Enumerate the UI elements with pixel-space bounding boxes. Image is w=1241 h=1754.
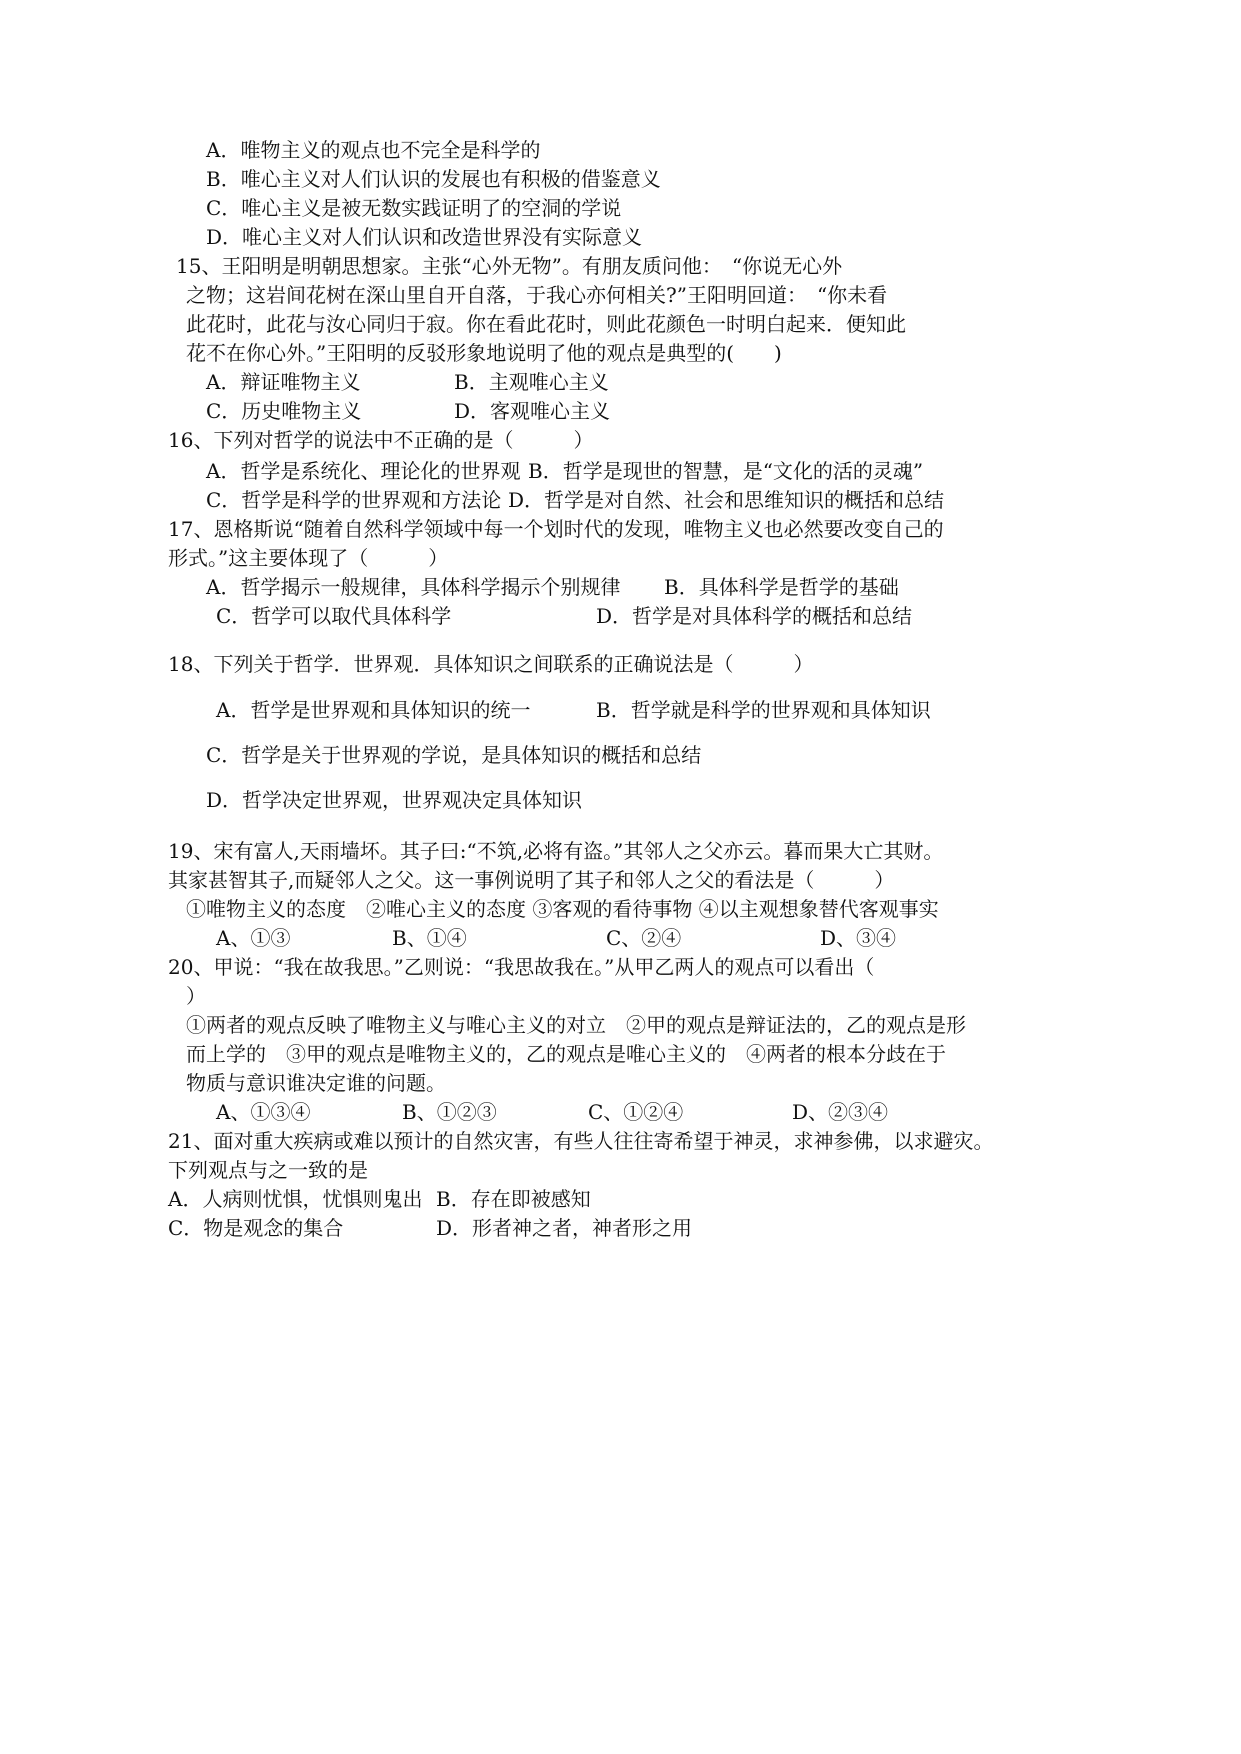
- q16-option-c: C．哲学是科学的世界观和方法论: [206, 488, 502, 512]
- q20-option-b: B、①②③: [402, 1100, 497, 1124]
- q20-stem-line-2: ）: [186, 984, 206, 1008]
- q15-stem-line-2: 之物；这岩间花树在深山里自开自落，于我心亦何相关?”王阳明回道： “你未看: [186, 283, 888, 307]
- q18-option-a: A．哲学是世界观和具体知识的统一: [216, 698, 531, 722]
- q21-stem-line-1: 21、面对重大疾病或难以预计的自然灾害，有些人往往寄希望于神灵，求神参佛，以求避灾。: [168, 1129, 994, 1153]
- q16-stem: 16、下列对哲学的说法中不正确的是（ ）: [168, 428, 594, 452]
- q15-option-a: A．辩证唯物主义: [206, 370, 361, 394]
- q19-option-a: A、①③: [216, 926, 291, 950]
- q16-option-a: A．哲学是系统化、理论化的世界观: [206, 459, 521, 483]
- q20-stem-line-1: 20、甲说：“我在故我思。”乙则说：“我思故我在。”从甲乙两人的观点可以看出（: [168, 955, 875, 979]
- q19-statements: ①唯物主义的态度 ②唯心主义的态度 ③客观的看待事物 ④以主观想象替代客观事实: [186, 897, 939, 921]
- q15-stem-line-3: 此花时，此花与汝心同归于寂。你在看此花时，则此花颜色一时明白起来．便知此: [186, 312, 906, 336]
- q19-option-c: C、②④: [606, 926, 682, 950]
- q18-option-d: D．哲学决定世界观，世界观决定具体知识: [206, 788, 583, 812]
- q21-option-b: B．存在即被感知: [436, 1187, 591, 1211]
- q17-option-c: C．哲学可以取代具体科学: [216, 604, 452, 628]
- q17-stem-line-1: 17、恩格斯说“随着自然科学领域中每一个划时代的发现，唯物主义也必然要改变自己的: [168, 517, 944, 541]
- q20-statements-line-1: ①两者的观点反映了唯物主义与唯心主义的对立 ②甲的观点是辩证法的，乙的观点是形: [186, 1013, 966, 1037]
- q15-stem-line-4: 花不在你心外。”王阳明的反驳形象地说明了他的观点是典型的( ): [186, 341, 782, 365]
- q14-option-b: B．唯心主义对人们认识的发展也有积极的借鉴意义: [206, 167, 661, 191]
- q16-option-b: B．哲学是现世的智慧，是“文化的活的灵魂”: [528, 459, 924, 483]
- q20-option-d: D、②③④: [792, 1100, 889, 1124]
- q21-option-c: C．物是观念的集合: [168, 1216, 344, 1240]
- q14-option-a: A．唯物主义的观点也不完全是科学的: [206, 138, 541, 162]
- q17-stem-line-2: 形式。”这主要体现了（ ）: [168, 546, 449, 570]
- q17-option-b: B．具体科学是哲学的基础: [664, 575, 899, 599]
- q15-stem-line-1: 15、王阳明是明朝思想家。主张“心外无物”。有朋友质问他： “你说无心外: [176, 254, 843, 278]
- q18-option-c: C．哲学是关于世界观的学说，是具体知识的概括和总结: [206, 743, 702, 767]
- q15-option-c: C．历史唯物主义: [206, 399, 362, 423]
- q15-option-d: D．客观唯心主义: [454, 399, 611, 423]
- q17-option-d: D．哲学是对具体科学的概括和总结: [596, 604, 913, 628]
- q20-statements-line-3: 物质与意识谁决定谁的问题。: [186, 1071, 446, 1095]
- q21-stem-line-2: 下列观点与之一致的是: [168, 1158, 368, 1182]
- q14-option-c: C．唯心主义是被无数实践证明了的空洞的学说: [206, 196, 622, 220]
- q14-option-d: D．唯心主义对人们认识和改造世界没有实际意义: [206, 225, 643, 249]
- q17-option-a: A．哲学揭示一般规律，具体科学揭示个别规律: [206, 575, 621, 599]
- q18-stem: 18、下列关于哲学．世界观．具体知识之间联系的正确说法是（ ）: [168, 652, 814, 676]
- q19-option-d: D、③④: [820, 926, 897, 950]
- q16-option-d: D．哲学是对自然、社会和思维知识的概括和总结: [508, 488, 945, 512]
- q19-stem-line-1: 19、宋有富人,天雨墙坏。其子曰:“不筑,必将有盗。”其邻人之父亦云。暮而果大亡其财。: [168, 839, 944, 863]
- q20-option-c: C、①②④: [588, 1100, 684, 1124]
- q18-option-b: B．哲学就是科学的世界观和具体知识: [596, 698, 931, 722]
- q19-option-b: B、①④: [392, 926, 467, 950]
- q15-option-b: B．主观唯心主义: [454, 370, 609, 394]
- q19-stem-line-2: 其家甚智其子,而疑邻人之父。这一事例说明了其子和邻人之父的看法是（ ）: [168, 868, 895, 892]
- q20-statements-line-2: 而上学的 ③甲的观点是唯物主义的，乙的观点是唯心主义的 ④两者的根本分歧在于: [186, 1042, 946, 1066]
- q20-option-a: A、①③④: [216, 1100, 311, 1124]
- q21-option-a: A．人病则忧惧，忧惧则鬼出: [168, 1187, 423, 1211]
- q21-option-d: D．形者神之者，神者形之用: [436, 1216, 693, 1240]
